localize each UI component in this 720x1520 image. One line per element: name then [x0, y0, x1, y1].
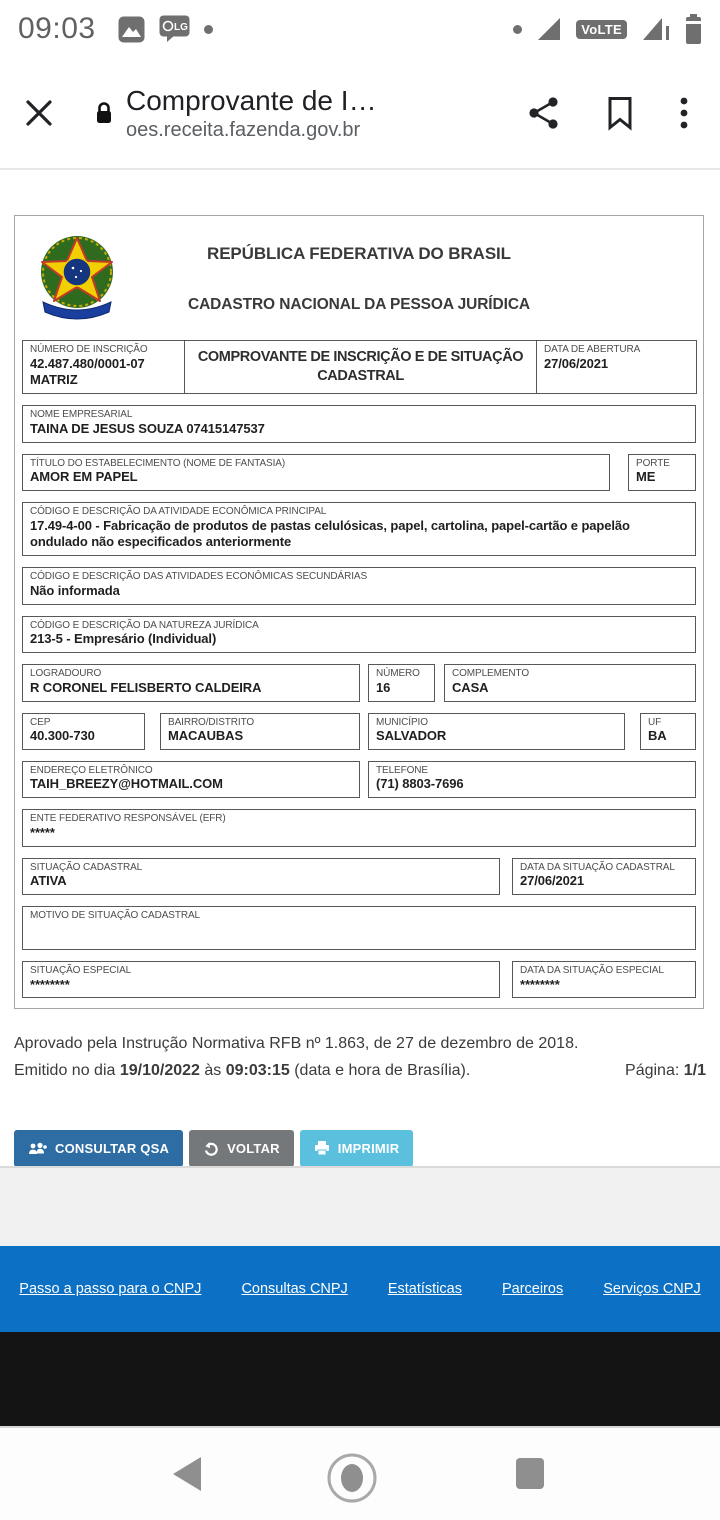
field-municipio: MUNICÍPIO SALVADOR — [368, 713, 625, 750]
bookmark-icon[interactable] — [606, 96, 634, 130]
document-subtitle: CADASTRO NACIONAL DA PESSOA JURÍDICA — [187, 296, 531, 313]
home-circle-icon[interactable] — [326, 1452, 378, 1504]
footer-gray-strip — [0, 1166, 720, 1246]
imprimir-button[interactable]: IMPRIMIR — [300, 1130, 414, 1167]
field-situacao-cadastral: SITUAÇÃO CADASTRAL ATIVA — [22, 858, 500, 895]
field-logradouro: LOGRADOURO R CORONEL FELISBERTO CALDEIRA — [22, 664, 360, 701]
volte-badge: VoLTE — [576, 20, 627, 39]
field-cep: CEP 40.300-730 — [22, 713, 145, 750]
web-page — [0, 170, 720, 1166]
field-titulo-estabelecimento: TÍTULO DO ESTABELECIMENTO (NOME DE FANTASIA) AMOR EM PAPEL — [22, 454, 610, 491]
cellular-signal-icon-2 — [641, 16, 671, 42]
field-natureza-juridica: CÓDIGO E DESCRIÇÃO DA NATUREZA JURÍDICA 213-5 - Empresário (Individual) — [22, 616, 696, 653]
certificate-heading: COMPROVANTE DE INSCRIÇÃO E DE SITUAÇÃO CADASTRAL — [184, 340, 537, 394]
field-porte: PORTE ME — [628, 454, 696, 491]
url-bar: oes.receita.fazenda.gov.br — [126, 118, 361, 141]
field-efr: ENTE FEDERATIVO RESPONSÁVEL (EFR) ***** — [22, 809, 696, 846]
brazil-coat-of-arms — [29, 232, 125, 324]
page-title-block — [126, 85, 418, 142]
field-numero-inscricao: NÚMERO DE INSCRIÇÃO 42.487.480/0001-07 MATRIZ — [22, 340, 185, 394]
field-data-situacao-cadastral: DATA DA SITUAÇÃO CADASTRAL 27/06/2021 — [512, 858, 696, 895]
android-nav-bar — [0, 1426, 720, 1520]
field-bairro: BAIRRO/DISTRITO MACAUBAS — [160, 713, 360, 750]
share-icon[interactable] — [528, 96, 560, 130]
footnote — [14, 1035, 706, 1080]
field-telefone: TELEFONE (71) 8803-7696 — [368, 761, 696, 798]
field-situacao-especial: SITUAÇÃO ESPECIAL ******** — [22, 961, 500, 998]
gallery-icon — [118, 16, 145, 43]
footer-link-passo-a-passo[interactable]: Passo a passo para o CNPJ — [19, 1281, 202, 1297]
cnpj-certificate — [14, 215, 704, 1009]
footer-link-consultas-cnpj[interactable]: Consultas CNPJ — [241, 1281, 348, 1297]
back-triangle-icon[interactable] — [173, 1457, 201, 1491]
field-uf: UF BA — [640, 713, 696, 750]
field-data-abertura: DATA DE ABERTURA 27/06/2021 — [536, 340, 697, 394]
users-icon — [28, 1142, 47, 1156]
lg-messaging-icon — [159, 15, 190, 44]
footer-link-estatisticas[interactable]: Estatísticas — [387, 1281, 462, 1297]
approval-note: Aprovado pela Instrução Normativa RFB nº 1.863, de 27 de dezembro de 2018. — [14, 1035, 579, 1053]
voltar-button[interactable]: VOLTAR — [189, 1130, 294, 1167]
footer-link-parceiros[interactable]: Parceiros — [501, 1281, 564, 1297]
field-atividade-principal: CÓDIGO E DESCRIÇÃO DA ATIVIDADE ECONÔMICA PRINCIPAL 17.49-4-00 - Fabricação de produtos de pastas celulósicas, papel, cartolina, papel-cartão e papelão ondulado não especificados anteriormente — [22, 502, 696, 556]
field-numero: NÚMERO 16 — [368, 664, 435, 701]
printer-icon — [314, 1141, 330, 1156]
field-data-situacao-especial: DATA DA SITUAÇÃO ESPECIAL ******** — [512, 961, 696, 998]
field-nome-empresarial: NOME EMPRESARIAL TAINA DE JESUS SOUZA 07415147537 — [22, 405, 696, 442]
battery-icon — [685, 14, 702, 44]
consultar-qsa-button[interactable]: CONSULTAR QSA — [14, 1130, 183, 1167]
clock: 09:03 — [18, 12, 96, 45]
emission-note: Emitido no dia 19/10/2022 às 09:03:15 (data e hora de Brasília). — [14, 1062, 471, 1080]
page-title: Comprovante de I… — [126, 84, 377, 116]
footer-links-bar — [0, 1246, 720, 1332]
status-bar — [0, 0, 720, 58]
undo-icon — [203, 1141, 219, 1156]
field-endereco-eletronico: ENDEREÇO ELETRÔNICO TAIH_BREEZY@HOTMAIL.COM — [22, 761, 360, 798]
document-title: REPÚBLICA FEDERATIVA DO BRASIL — [207, 244, 511, 263]
browser-toolbar — [0, 58, 720, 168]
recents-square-icon[interactable] — [516, 1458, 544, 1489]
footer-link-servicos-cnpj[interactable]: Serviços CNPJ — [603, 1281, 701, 1297]
lock-icon — [94, 100, 114, 126]
cellular-signal-icon — [536, 16, 562, 42]
field-complemento: COMPLEMENTO CASA — [444, 664, 696, 701]
svg-text:LG: LG — [173, 21, 188, 33]
page-indicator: Página: 1/1 — [625, 1062, 706, 1080]
field-motivo-situacao: MOTIVO DE SITUAÇÃO CADASTRAL — [22, 906, 696, 950]
action-buttons — [14, 1130, 720, 1167]
close-icon[interactable] — [24, 98, 54, 128]
overflow-menu-icon[interactable] — [680, 96, 688, 130]
notification-dot — [204, 25, 213, 34]
footer-black-band — [0, 1332, 720, 1426]
field-atividades-secundarias: CÓDIGO E DESCRIÇÃO DAS ATIVIDADES ECONÔMICAS SECUNDÁRIAS Não informada — [22, 567, 696, 604]
status-dot — [513, 25, 522, 34]
